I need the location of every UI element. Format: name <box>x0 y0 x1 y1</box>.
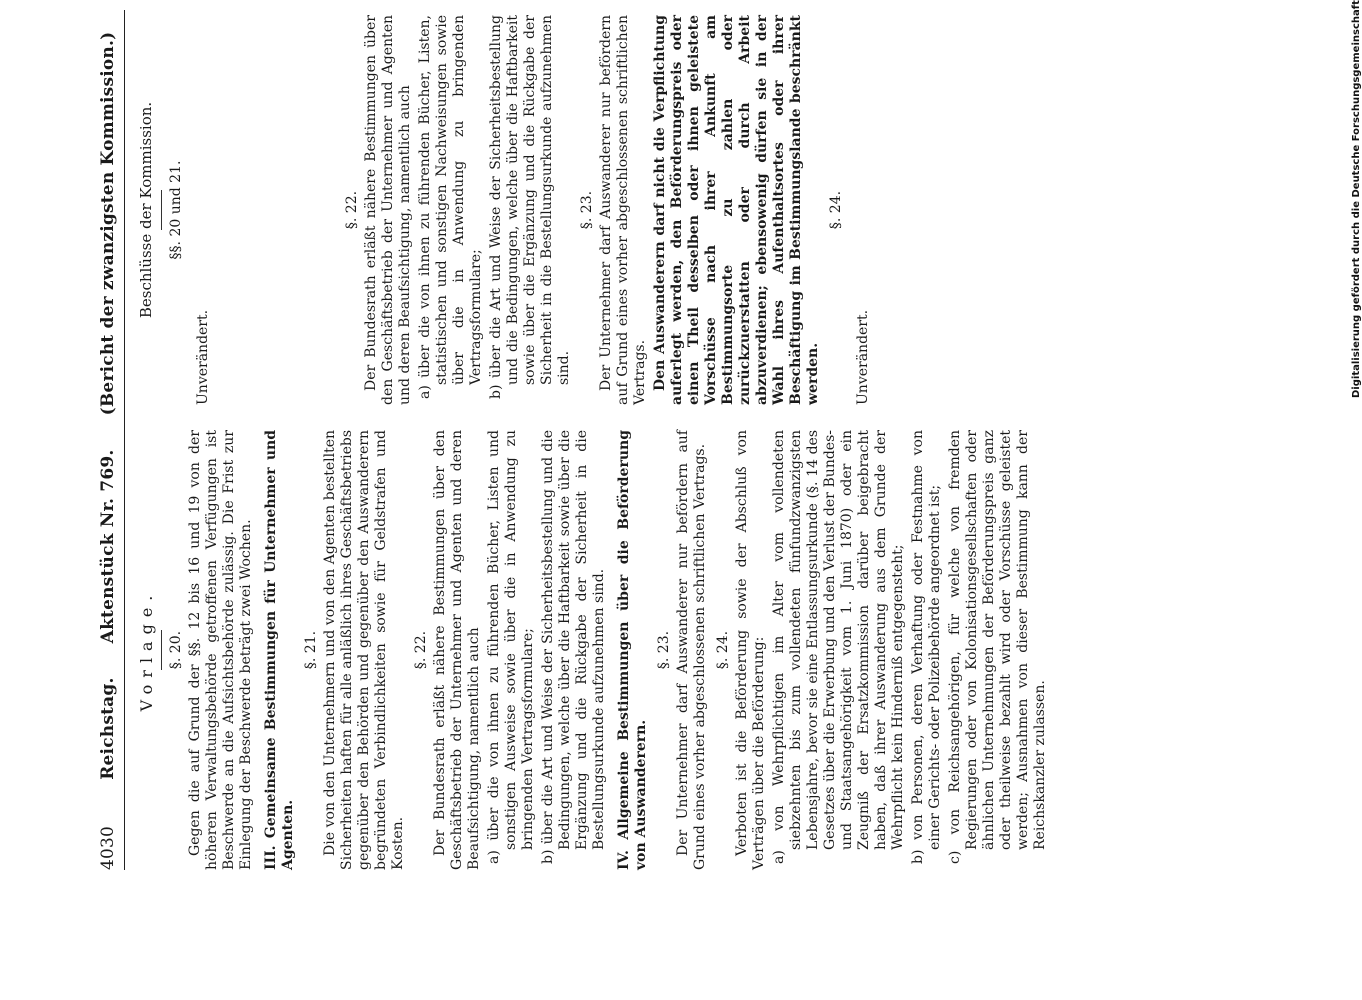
list-item: a) über die von ihnen zu führenden Bücher, Listen und sonstigen Ausweise sowie über die in Anwendung zu bringenden Vertragsformulare; <box>486 430 536 864</box>
paragraph-text: Der Bundesrath erläßt nähere Bestimmungen über den Geschäftsbetrieb der Unternehmer und Agenten und deren Beaufsichtigung, namentlich auch <box>432 430 482 870</box>
chapter-heading: IV. Allgemeine Bestimmungen über die Beförderung von Auswanderern. <box>616 430 649 870</box>
list-item: b) von Personen, deren Verhaftung oder Festnahme von einer Gerichts- oder Polizeibehörde angeordnet ist; <box>910 430 943 864</box>
section-heading: §. 22. <box>413 630 429 670</box>
header-rule <box>124 10 125 870</box>
funding-text: Digitalisierung gefördert durch die Deutsche Forschungsgemeinschaft <box>1351 0 1362 398</box>
title-divider <box>161 190 162 230</box>
unchanged-note: Unverändert. <box>195 309 211 405</box>
list-item: b) über die Art und Weise der Sicherheitsbestellung und die Bedingungen, welche über die Haftbarkeit sowie über die Ergänzung und die Rückgabe der Sicherheit in die Bestellungsurkunde aufzunehmen sind. <box>540 430 607 864</box>
document-number: Aktenstück Nr. 769. <box>98 449 118 644</box>
section-heading: §. 20. <box>168 630 184 670</box>
section-heading: §. 22. <box>344 190 360 230</box>
page-header <box>98 10 118 870</box>
paragraph-text: Der Unternehmer darf Auswanderer nur befördern auf Grund eines vorher abgeschlossenen schriftlichen Vertrags. <box>598 15 648 405</box>
funding-note <box>1335 0 1362 996</box>
list-item: a) über die von ihnen zu führenden Bücher, Listen, statistischen und sonstigen Nachweisungen sowie über die in Anwendung zu bringenden Vertragsformulare; <box>417 15 484 399</box>
section-heading: §. 23. <box>579 190 595 230</box>
section-heading: §. 21. <box>303 630 319 670</box>
paragraph-text: Die von den Unternehmern und von den Agenten bestellten Sicherheiten haften für alle anläßlich ihres Geschäftsbetriebs gegenüber den Behörden und gegenüber den Auswanderern begründeten Verbindlichkeiten sowie für Geldstrafen und Kosten. <box>322 430 406 870</box>
left-column <box>138 430 1052 870</box>
paragraph-text: Gegen die auf Grund der §§. 12 bis 16 und 19 von der höheren Verwaltungsbehörde getroffenen Verfügungen ist Beschwerde an die Aufsichtsbehörde zulässig. Die Frist zur Einlegung der Beschwerde beträgt zwei Wochen. <box>187 430 254 870</box>
chapter-heading: III. Gemeinsame Bestimmungen für Unternehmer und Agenten. <box>263 430 296 870</box>
paragraph-text: Der Bundesrath erläßt nähere Bestimmungen über den Geschäftsbetrieb der Unternehmer und Agenten und deren Beaufsichtigung, namentlich auch <box>363 15 413 405</box>
left-title: Vorlage. <box>137 588 156 712</box>
unchanged-note: Unverändert. <box>855 309 871 405</box>
right-title: Beschlüsse der Kommission. <box>137 101 155 319</box>
section-heading: §. 24. <box>715 630 731 670</box>
page-number: 4030 <box>98 825 118 870</box>
publisher: Reichstag. <box>98 677 118 780</box>
right-column <box>138 15 878 405</box>
rotated-content <box>30 0 1048 1000</box>
section-heading: §. 24. <box>828 190 844 230</box>
amendment-text: Den Auswanderern darf nicht die Verpflichtung auferlegt werden, den Beförderungspreis oder einen Theil desselben oder ihnen geleistete Vorschüsse nach ihrer Ankunft am Bestimmungsorte zu zahlen oder zurückzuerstatten oder durch Arbeit abzuverdienen; ebensowenig dürfen sie in der Wahl ihres Aufenthaltsortes oder ihrer Beschäftigung im Bestimmungslande beschränkt werden. <box>652 15 821 405</box>
list-item: a) von Wehrpflichtigen im Alter vom vollendeten siebzehnten bis zum vollendeten fünfundzwanzigsten Lebensjahre, bevor sie eine Entlassungsurkunde (§. 14 des Gesetzes über die Erwerbung und den Verlust der Bundes- und Staatsangehörigkeit vom 1. Juni 1870) oder ein Zeugniß der Ersatzkommission darüber beigebracht haben, daß ihrer Auswanderung aus dem Grunde der Wehrpflicht kein Hinderniß entgegensteht; <box>771 430 906 864</box>
paragraph-text: Der Unternehmer darf Auswanderer nur befördern auf Grund eines vorher abgeschlossenen schriftlichen Vertrags. <box>675 430 708 870</box>
document-subtitle: (Bericht der zwanzigsten Kommission.) <box>98 31 118 416</box>
paragraph-text: Verboten ist die Beförderung sowie der Abschluß von Verträgen über die Beförderung: <box>734 430 767 870</box>
list-item: b) über die Art und Weise der Sicherheitsbestellung und die Bedingungen, welche über die Haftbarkeit sowie über die Ergänzung und die Rückgabe der Sicherheit in die Bestellungsurkunde aufzunehmen sind. <box>488 15 572 399</box>
page-body <box>30 0 1048 930</box>
section-heading: §. 23. <box>656 630 672 670</box>
section-heading: §§. 20 und 21. <box>168 160 184 260</box>
list-item: c) von Reichsangehörigen, für welche von fremden Regierungen oder von Kolonisationsgesellschaften oder ähnlichen Unternehmungen der Beförderungspreis ganz oder theilweise bezahlt wird oder Vorschüsse geleistet werden; Ausnahmen von dieser Bestimmung kann der Reichskanzler zulassen. <box>947 430 1048 864</box>
title-divider <box>161 630 162 670</box>
